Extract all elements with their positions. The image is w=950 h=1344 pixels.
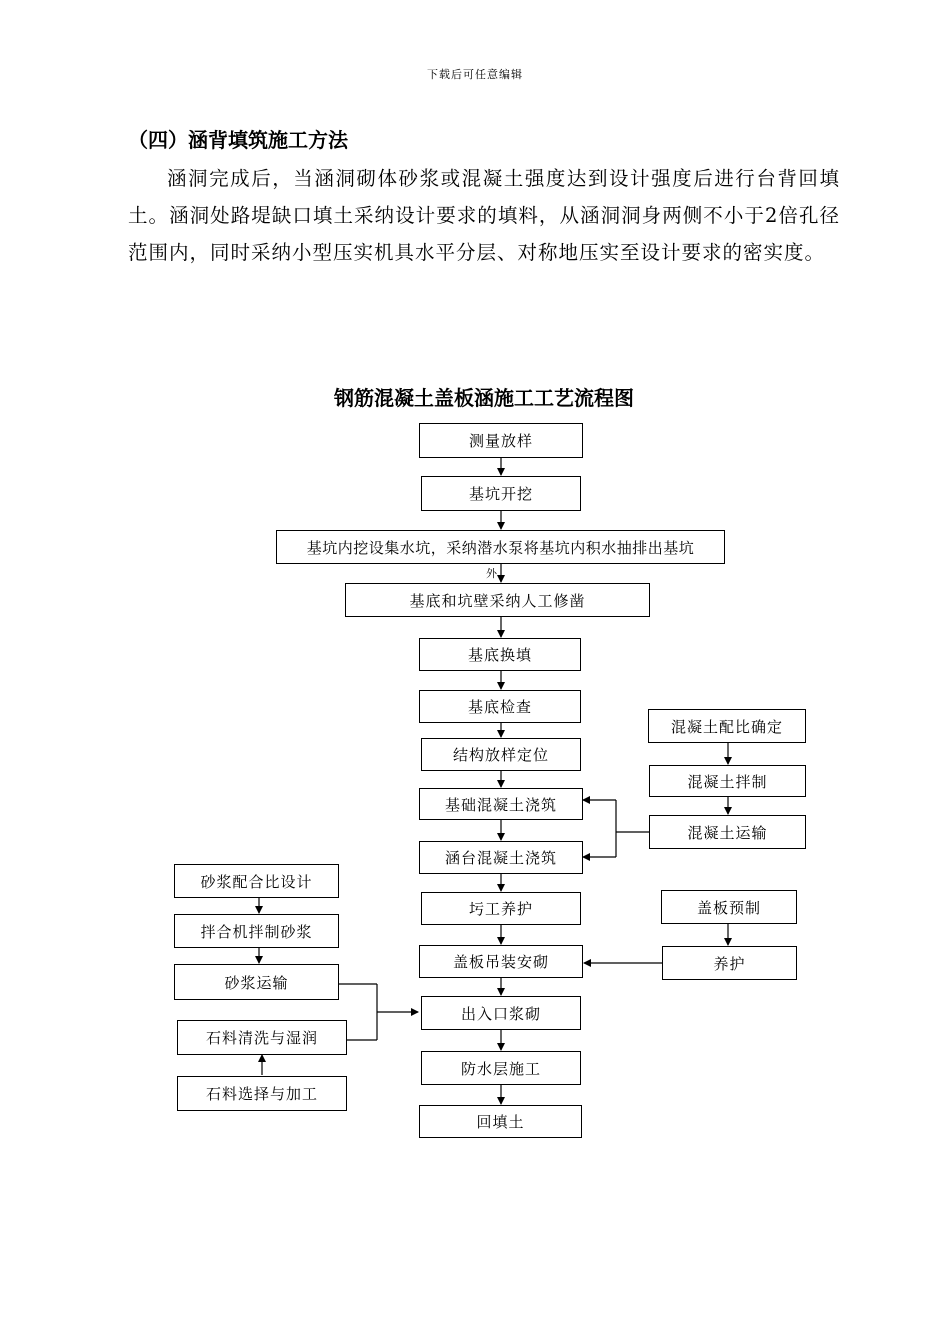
flow-step-7: 结构放样定位 xyxy=(421,738,581,771)
concrete-mixing-box: 混凝土拌制 xyxy=(649,765,806,797)
flow-step-5: 基底换填 xyxy=(419,638,581,671)
flow-step-12: 出入口浆砌 xyxy=(421,996,581,1030)
flow-step-2: 基坑开挖 xyxy=(421,476,581,511)
flow-step-10: 圬工养护 xyxy=(421,892,581,925)
section-heading: （四）涵背填筑施工方法 xyxy=(128,128,348,152)
flow-step-9: 涵台混凝土浇筑 xyxy=(419,841,583,874)
mortar-mixing-box: 拌合机拌制砂浆 xyxy=(174,914,339,948)
flow-step-6: 基底检查 xyxy=(419,690,581,723)
flow-step-4: 基底和坑壁采纳人工修凿 xyxy=(345,583,650,617)
flow-step-13: 防水层施工 xyxy=(421,1051,581,1085)
flow-step-11: 盖板吊装安砌 xyxy=(419,945,583,978)
flow-step-3: 基坑内挖设集水坑，采纳潜水泵将基坑内积水抽排出基坑 xyxy=(276,530,725,564)
mortar-transport-box: 砂浆运输 xyxy=(174,964,339,1000)
flow-step-8: 基础混凝土浇筑 xyxy=(419,788,583,820)
flow-step-1: 测量放样 xyxy=(419,423,583,458)
cover-slab-precast-box: 盖板预制 xyxy=(661,890,797,924)
curing-box: 养护 xyxy=(662,946,797,980)
header-note: 下载后可任意编辑 xyxy=(427,68,523,81)
flowchart-title: 钢筋混凝土盖板涵施工工艺流程图 xyxy=(334,386,634,410)
concrete-transport-box: 混凝土运输 xyxy=(649,815,806,849)
flow-step-14: 回填土 xyxy=(419,1105,582,1138)
mortar-mix-design-box: 砂浆配合比设计 xyxy=(174,864,339,898)
stone-selection-box: 石料选择与加工 xyxy=(177,1076,347,1111)
body-paragraph: 涵洞完成后，当涵洞砌体砂浆或混凝土强度达到设计强度后进行台背回填土。涵洞处路堤缺口填土采纳设计要求的填料，从涵洞洞身两侧不小于2倍孔径范围内，同时采纳小型压实机具水平分层、对称地压实至设计要求的密实度。 xyxy=(128,167,840,264)
flow-step-3-overflow: 外 xyxy=(486,567,497,580)
concrete-mix-ratio-box: 混凝土配比确定 xyxy=(648,709,806,743)
stone-washing-box: 石料清洗与湿润 xyxy=(177,1020,347,1055)
